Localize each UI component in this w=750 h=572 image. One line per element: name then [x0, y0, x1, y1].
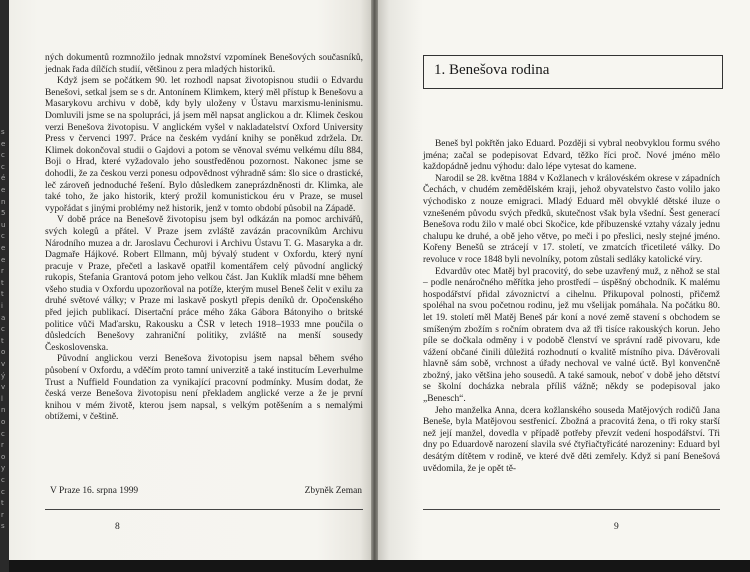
edge-letter: r	[1, 510, 4, 519]
edge-letter: c	[1, 429, 5, 438]
edge-letter: y	[1, 464, 6, 473]
edge-letter: r	[1, 267, 4, 276]
edge-letter: c	[1, 151, 5, 160]
edge-letter: t	[1, 499, 4, 508]
book-gutter	[371, 0, 378, 560]
left-paragraph-3: V době práce na Benešově životopisu jsem byl odkázán na pomoc archivářů, svých kolegů a přátel. V Praze jsem zvláště zavázán pracovníkům Archivu Národního muzea a dr. Jaroslavu Čechurovi i Archivu Ústavu T. G. Masaryka a dr. Dagmaře Hájkové. Robert Ellmann, můj bývalý student v Oxfordu, který nyní pracuje v Praze, přečetl a laskavě opatřil komentářem celý původní anglický rukopis, Stefania Grantová potom jeho velkou část. Jan Kuklík mladší mne během všeho studia v Oxfordu upozorňoval na potíže, kterým musel Beneš čelit v exilu za druhé světové války; v Praze mi laskavě poskytl přepis deníků dr. Opočenského před jejich publikací. Disertační práce mého žáka Gábora Bátonyiho o britské politice vůči Maďarsku, Rakousku a ČSR v letech 1918–1933 mne poučila o důsledcích Benešovy zahraniční politiky, zvláště na menší sousedy Československa.	[45, 215, 363, 353]
left-paragraph-1: ných dokumentů rozmnožilo jednak množství vzpomínek Benešových současníků, jednak řada dílčích studií, většinou z pera mladých historiků.	[45, 53, 363, 75]
edge-letter: c	[1, 476, 5, 484]
edge-letter: o	[1, 452, 6, 461]
signature-place-date: V Praze 16. srpna 1999	[50, 486, 139, 496]
edge-letter: c	[1, 162, 5, 171]
left-footer-rule	[45, 509, 363, 510]
right-paragraph-2: Narodil se 28. května 1884 v Kožlanech v královéském okrese v západních Čechách, v chudém zemědělském kraji, jehož obyvatelstvo často volilo jako východisko z nouze emigraci. Mladý Eduard měl obvyklé dětské iluze o vznešeném původu svých předků, skutečnost však byla všední. Šest generací Benešova rodu žilo v malé obci Skočice, kde příbuzenské vztahy vázaly jednu chalupu ke druhé, a obě jeho větve, po meči i po přeslici, nesly stejné jméno. Kořeny Benešů se ztrácejí v 17. století, ve zmatcích třicetileté války. Do revoluce v roce 1848 byli nevolníky, potom zůstali sedláky katolické víry.	[423, 173, 720, 265]
edge-letter: n	[1, 406, 6, 415]
right-page-number: 9	[614, 522, 619, 532]
edge-letter: c	[1, 325, 5, 334]
edge-letter: v	[1, 383, 6, 392]
right-paragraph-1: Beneš byl pokřtěn jako Eduard. Později si vybral neobvyklou formu svého jména; začal se podepisovat Edvard, těžko říci proč. Nové jméno mělo každopádně jednu výhodu: dalo lépe vytesat do kamene.	[423, 139, 720, 173]
edge-letter: c	[1, 232, 5, 241]
edge-letter: t	[1, 290, 4, 299]
edge-letter: t	[1, 336, 4, 345]
left-paragraph-4: Původní anglickou verzi Benešova životopisu jsem napsal během svého působení v Oxfordu, a vděčím proto tamní univerzitě a také institucím Leverhulme Trust a Nuffield Foundation za vynikající pracovní podmínky. Musím dodat, že česká verze Benešova životopisu není překladem anglické verze a že je první knihou v mém životě, kterou jsem napsal, s velkým potěšením a s nemalými obtížemi, v češtině.	[45, 354, 363, 423]
edge-letter: o	[1, 418, 6, 426]
edge-letter: s	[1, 128, 5, 136]
edge-letter: e	[1, 255, 6, 264]
edge-letter: u	[1, 220, 6, 229]
edge-letter: ý	[1, 371, 6, 380]
edge-letter: e	[1, 139, 6, 148]
edge-letter: t	[1, 278, 4, 287]
edge-letter: i	[1, 302, 3, 310]
edge-letter: n	[1, 197, 6, 206]
edge-letter: r	[1, 441, 4, 450]
right-paragraph-4: Jeho manželka Anna, dcera kožlanského souseda Matějových rodičů Jana Beneše, byla Matějovou sestřenicí. Zbožná a pracovitá žena, o tři roky starší než její manžel, dovedla v případě potřeby převzít vedení hospodářství. Tři dny po Eduardově narození slavila své čtyřiačtyřicáté narozeniny: Eduard byl desátým dítětem v rodině, ve které dvě děti zemřely. Když si paní Benešová uvědomila, že je opět tě-	[423, 405, 720, 474]
edge-letter: s	[1, 522, 5, 531]
previous-page-edge	[0, 0, 9, 572]
edge-letter: a	[1, 313, 6, 322]
chapter-title: 1. Benešova rodina	[434, 62, 550, 78]
bottom-shadow	[9, 560, 750, 572]
right-footer-rule	[423, 509, 720, 510]
left-page-body	[45, 53, 363, 424]
edge-letter: é	[1, 174, 6, 183]
edge-letter: c	[1, 487, 5, 496]
left-paragraph-2: Když jsem se počátkem 90. let rozhodl napsat životopisnou studii o Edvardu Benešovi, setkal jsem se s dr. Antonínem Klimkem, který měl přístup k Benešovu a Masarykovu archivu v době, kdy byly uloženy v Ústavu marxismu-leninismu. Domluvili jsme se na spolupráci, já jsem měl napsat anglickou a dr. Klimek českou verzi Benešova životopisu. V anglickém vyšel v nakladatelství Oxford University Press v červenci 1997. Práce na českém vydání knihy se poněkud zdržela. Dr. Klimek dokončoval studii o Gajdovi a potom se věnoval svému velkému dílu 884, Boji o Hrad, které vyžadovalo jeho soustředěnou pozornost. Nakonec jsme se dohodli, že za českou verzi ponesu odpovědnost výhradně sám: šlo sice o drastické, leč zároveň jednoduché řešení. Bylo důsledkem zaneprázdněnosti dr. Klimka, ale také toho, že jako historik, který prožil komunistickou éru v Praze, se musel vypořádat s jinými problémy než historik, jenž v tomto období působil na Západě.	[45, 76, 363, 214]
edge-letter: e	[1, 186, 6, 194]
preface-signature	[50, 486, 362, 496]
edge-letter: v	[1, 360, 6, 368]
edge-letter: 5	[1, 209, 6, 218]
right-page-body	[423, 139, 720, 475]
edge-letter: o	[1, 348, 6, 357]
edge-letter: l	[1, 394, 3, 403]
signature-author: Zbyněk Zeman	[304, 486, 362, 496]
right-paragraph-3: Edvardův otec Matěj byl pracovitý, do sebe uzavřený muž, z něhož se stal – podle nenáročného měřítka jeho prostředí – úspěšný obchodník. K malému hospodářství přidal závoznictví a cihelnu. Přikupoval polnosti, přičemž spoléhal na svou početnou rodinu, jež mu všelijak pomáhala. Na počátku 80. let 19. století měl Matěj Beneš pár koní a nové země stavení s obchodem se smíšeným zbožím s ročním obratem dva až tři tisíce rakouských korun. Jeho píle se dočkala odměny i v podobě členství ve správní radě pivovaru, kde vážení občané činili důležitá rozhodnutí o kvalitě místního piva. Dávěrovali hlavně sám sobě, vrchnost a úřady nechoval ve valné úctě. Byl konvenčně zbožný, jako většina jeho sousedů. A také samouk, neboť v době jeho dětství se školní docházka nebrala příliš vážně; někdy se podepisoval jako „Benesch“.	[423, 266, 720, 405]
edge-letter: e	[1, 244, 6, 252]
left-page-number: 8	[115, 522, 120, 532]
